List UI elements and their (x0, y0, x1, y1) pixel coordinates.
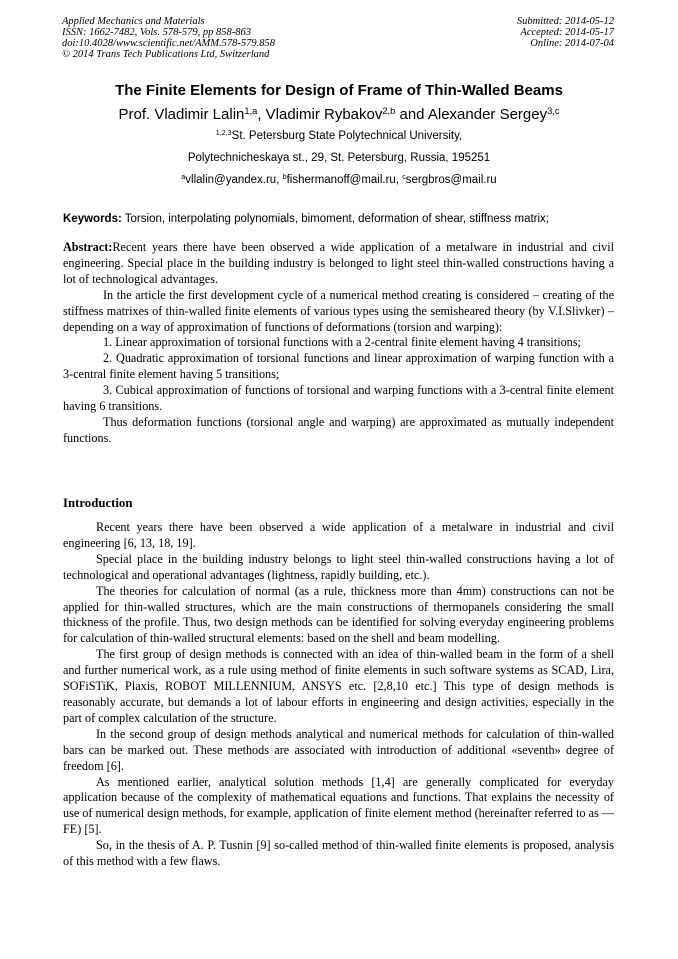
submitted-date: Submitted: 2014-05-12 (516, 16, 614, 27)
affiliation-superscript: 1,2,3 (215, 129, 232, 138)
accepted-date: Accepted: 2014-05-17 (520, 27, 614, 38)
introduction-section (63, 520, 614, 870)
abstract-label: Abstract: (63, 240, 113, 254)
introduction-paragraph: In the second group of design methods analytical and numerical methods for calculation of thin-walled bars can be marked out. These methods are associated with introduction of additional «seventh» degree of freedom [6]. (63, 726, 614, 773)
author-superscript: 3,c (547, 105, 560, 116)
email-separator: , (276, 174, 283, 186)
author-superscript: 2,b (382, 105, 396, 116)
author-list (0, 106, 678, 125)
introduction-paragraph: The theories for calculation of normal (as a rule, thickness more than 4mm) constructions can not be applied for thin-walled structures, which are the main constructions of thermopanels considering the small thickness of the profile. Thus, two design methods can be identified for solving everyday engineering problems for calculation of thin-walled structural elements: based on the shell and beam modelling. (63, 583, 614, 646)
keywords-label: Keywords: (63, 213, 122, 225)
publication-dates (517, 16, 614, 49)
author-name: Vladimir Rybakov (265, 106, 383, 123)
author-name: Alexander Sergey (427, 106, 548, 123)
author-name: Prof. Vladimir Lalin (118, 106, 245, 123)
author-superscript: 1,a (244, 105, 258, 116)
author-separator: , (257, 106, 266, 123)
affiliation-institution (0, 130, 678, 144)
abstract-paragraph: Thus deformation functions (torsional angle and warping) are approximated as mutually independent functions. (63, 414, 614, 445)
abstract-list-item: 3. Cubical approximation of functions of torsional and warping functions with a 3-central finite element having 6 transitions. (63, 383, 614, 414)
institution-name: St. Petersburg State Polytechnical University, (231, 130, 463, 142)
introduction-paragraph: The first group of design methods is connected with an idea of thin-walled beam in the form of a shell and further numerical work, as a rule using method of finite elements in such software systems as SCAD, Lira, SOFiSTiK, Plaxis, ROBOT MILLENNIUM, ANSYS etc. [2,8,10 etc.] This type of design methods is reasonably accurate, but demands a lot of labour efforts in engineering and design activities, especially in the part of complex calculation of the structure. (63, 647, 614, 725)
issn-line: ISSN: 1662-7482, Vols. 578-579, pp 858-863 (62, 27, 251, 38)
abstract-section (63, 240, 614, 447)
doi-line: doi:10.4028/www.scientific.net/AMM.578-579.858 (62, 38, 275, 49)
email-address[interactable]: sergbros@mail.ru (405, 174, 497, 186)
keywords-line (63, 212, 619, 226)
journal-name: Applied Mechanics and Materials (62, 16, 205, 27)
email-superscript: b (282, 173, 287, 182)
abstract-list-item: 2. Quadratic approximation of torsional functions and linear approximation of warping function with a 3-central finite element having 5 transitions; (63, 351, 614, 382)
author-emails (0, 174, 678, 188)
keywords-text: Torsion, interpolating polynomials, bimoment, deformation of shear, stiffness matrix; (121, 213, 549, 225)
email-superscript: a (181, 173, 186, 182)
introduction-paragraph: So, in the thesis of A. P. Tusnin [9] so-called method of thin-walled finite elements is proposed, analysis of this method with a few flaws. (63, 838, 614, 869)
abstract-paragraph: In the article the first development cycle of a numerical method creating is considered – creating of the stiffness matrixes of thin-walled finite elements of various types using the semisheared theory (by V.I.Slivker) – depending on a way of approximation of functions of deformations (torsion and warping): (63, 287, 614, 334)
email-superscript: c (402, 173, 406, 182)
copyright-line: © 2014 Trans Tech Publications Ltd, Switzerland (62, 49, 270, 60)
email-address[interactable]: fishermanoff@mail.ru (286, 174, 396, 186)
publication-info (62, 16, 275, 60)
abstract-lead-paragraph (63, 240, 614, 288)
email-address[interactable]: vllalin@yandex.ru (185, 174, 277, 186)
abstract-lead-text: Recent years there have been observed a wide application of a metalware in industrial and civil engineering. Special place in the building industry is belonged to light steel thin-walled constructions having a lot of technological advantages. (63, 240, 614, 286)
email-separator: , (395, 174, 403, 186)
introduction-paragraph: Special place in the building industry belongs to light steel thin-walled constructions having a lot of technological and operational advantages (lightness, rapidly building, etc.). (63, 551, 614, 582)
affiliation-address: Polytechnicheskaya st., 29, St. Petersburg, Russia, 195251 (187, 152, 491, 164)
introduction-heading: Introduction (63, 496, 133, 510)
online-date: Online: 2014-07-04 (530, 38, 614, 49)
introduction-paragraph: Recent years there have been observed a wide application of a metalware in industrial and civil engineering [6, 13, 18, 19]. (63, 520, 614, 550)
paper-title: The Finite Elements for Design of Frame of Thin-Walled Beams (115, 82, 563, 99)
introduction-paragraph: As mentioned earlier, analytical solution methods [1,4] are generally complicated for everyday application because of the complexity of mathematical equations and functions. That explains the necessity of use of numerical design methods, for example, application of finite element method (hereinafter referred to as — FE) [5]. (63, 774, 614, 837)
abstract-list-item: 1. Linear approximation of torsional functions with a 2-central finite element having 4 transitions; (103, 335, 581, 350)
author-separator: and (395, 106, 428, 123)
